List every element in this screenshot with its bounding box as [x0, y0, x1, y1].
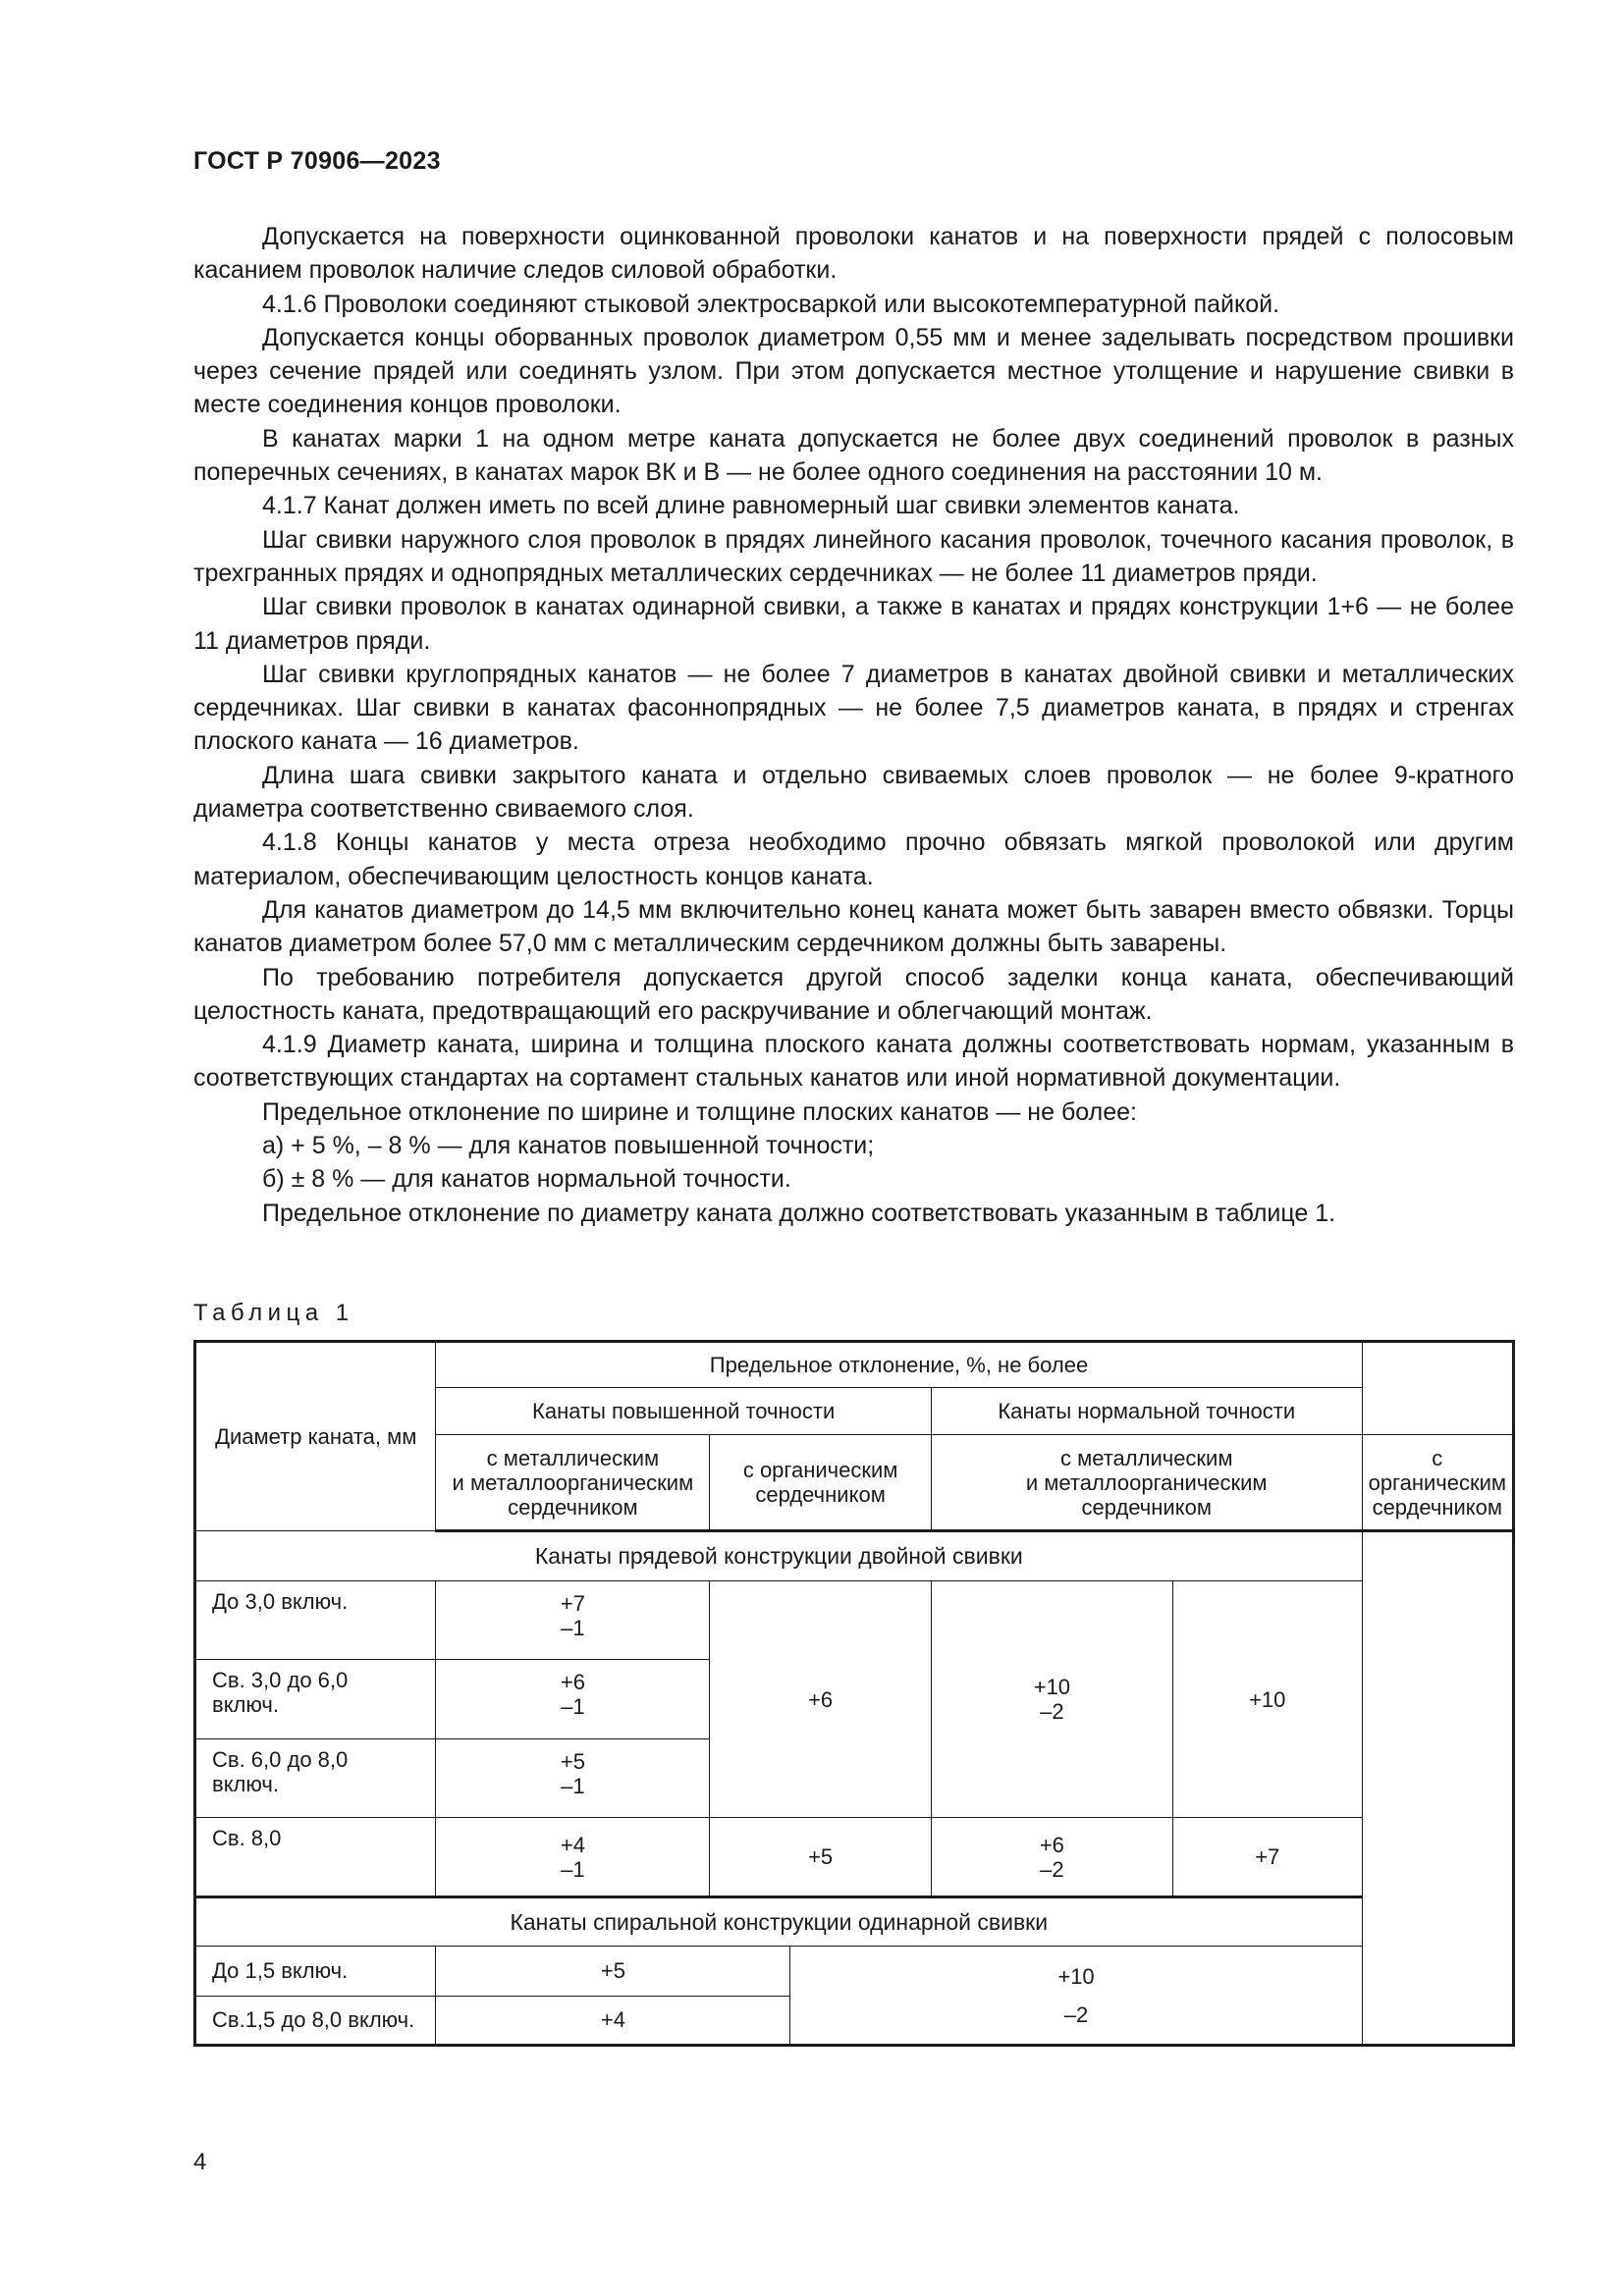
deviation-cell: +6 –1: [436, 1660, 710, 1739]
paragraph: Шаг свивки наружного слоя проволок в прядях линейного касания проволок, точечного касания проволок, в трехгранных прядях и однопрядных металлических сердечниках — не более 11 диаметров пряди.: [193, 525, 1514, 587]
header-metal-core: с металлическим и металлоорганическим сердечником: [931, 1434, 1362, 1531]
deviation-table: [193, 1340, 1515, 2047]
header-organic-core: с органическим сердечником: [1362, 1434, 1513, 1531]
paragraph: Допускается на поверхности оцинкованной проволоки канатов и на поверхности прядей с полосовым касанием проволок наличие следов силовой обработки.: [193, 223, 1514, 285]
deviation-cell: +10: [1172, 1580, 1362, 1818]
diameter-cell: Св.1,5 до 8,0 включ.: [195, 1996, 436, 2045]
list-item: б) ± 8 % — для канатов нормальной точности.: [262, 1165, 791, 1194]
header-increased-precision: Канаты повышенной точности: [436, 1388, 931, 1434]
paragraph: Предельное отклонение по ширине и толщине плоских канатов — не более:: [262, 1097, 1137, 1126]
deviation-cell: +6: [710, 1580, 932, 1818]
deviation-cell: +7: [1172, 1818, 1362, 1897]
diameter-cell: Св. 6,0 до 8,0 включ.: [195, 1738, 436, 1818]
paragraph: 4.1.8 Концы канатов у места отреза необходимо прочно обвязать мягкой проволокой или другим материалом, обеспечивающим целостность концов каната.: [193, 828, 1514, 890]
paragraph: Шаг свивки круглопрядных канатов — не более 7 диаметров в канатах двойной свивки и металлических сердечниках. Шаг свивки в канатах фасоннопрядных — не более 7,5 диаметров каната, в прядях и стренгах плоского каната — 16 диаметров.: [193, 660, 1514, 756]
deviation-cell: +5: [710, 1818, 932, 1897]
deviation-cell: +5: [436, 1947, 790, 1996]
body-text: [193, 220, 1514, 1230]
diameter-cell: Св. 3,0 до 6,0 включ.: [195, 1660, 436, 1739]
list-item: а) + 5 %, – 8 % — для канатов повышенной точности;: [262, 1132, 875, 1160]
deviation-cell: +4: [436, 1996, 790, 2045]
deviation-cell: +10 –2: [790, 1947, 1362, 2046]
diameter-cell: До 3,0 включ.: [195, 1580, 436, 1660]
paragraph: 4.1.9 Диаметр каната, ширина и толщина плоского каната должны соответствовать нормам, указанным в соответствующих стандартах на сортамент стальных канатов или иной нормативной документации.: [193, 1031, 1514, 1093]
header-organic-core: с органическим сердечником: [710, 1434, 932, 1531]
paragraph: Для канатов диаметром до 14,5 мм включительно конец каната может быть заварен вместо обвязки. Торцы канатов диаметром более 57,0 мм с металлическим сердечником должны быть заварены.: [193, 895, 1514, 958]
paragraph: 4.1.6 Проволоки соединяют стыковой электросваркой или высокотемпературной пайкой.: [262, 290, 1280, 318]
deviation-cell: +4 –1: [436, 1818, 710, 1897]
paragraph: По требованию потребителя допускается другой способ заделки конца каната, обеспечивающий целостность каната, предотвращающий его раскручивание и облегчающий монтаж.: [193, 963, 1514, 1025]
table-caption: Таблица 1: [193, 1300, 354, 1326]
deviation-cell: +7 –1: [436, 1580, 710, 1660]
deviation-cell: +10 –2: [931, 1580, 1172, 1818]
header-diameter: Диаметр каната, мм: [195, 1342, 436, 1531]
paragraph: Допускается концы оборванных проволок диаметром 0,55 мм и менее заделывать посредством прошивки через сечение прядей или соединять узлом. При этом допускается местное утолщение и нарушение свивки в месте соединения концов проволоки.: [193, 323, 1514, 419]
deviation-cell: +5 –1: [436, 1738, 710, 1818]
paragraph: 4.1.7 Канат должен иметь по всей длине равномерный шаг свивки элементов каната.: [262, 492, 1240, 520]
standard-header: ГОСТ Р 70906—2023: [193, 147, 441, 175]
diameter-cell: Св. 8,0: [195, 1818, 436, 1897]
paragraph: Шаг свивки проволок в канатах одинарной свивки, а также в канатах и прядях конструкции 1+6 — не более 11 диаметров пряди.: [193, 593, 1514, 655]
deviation-cell: +6 –2: [931, 1818, 1172, 1897]
header-normal-precision: Канаты нормальной точности: [931, 1388, 1362, 1434]
paragraph: Длина шага свивки закрытого каната и отдельно свиваемых слоев проволок — не более 9-кратного диаметра соответственно свиваемого слоя.: [193, 761, 1514, 824]
paragraph: В канатах марки 1 на одном метре каната допускается не более двух соединений проволок в разных поперечных сечениях, в канатах марок ВК и В — не более одного соединения на расстоянии 10 м.: [193, 424, 1514, 487]
header-deviation: Предельное отклонение, %, не более: [436, 1342, 1362, 1388]
paragraph: Предельное отклонение по диаметру каната должно соответствовать указанным в таблице 1.: [262, 1199, 1336, 1227]
diameter-cell: До 1,5 включ.: [195, 1947, 436, 1996]
section-heading: Канаты прядевой конструкции двойной свивки: [195, 1531, 1363, 1580]
header-metal-core: с металлическим и металлоорганическим сердечником: [436, 1434, 710, 1531]
section-heading: Канаты спиральной конструкции одинарной свивки: [195, 1896, 1363, 1946]
page-number: 4: [193, 2149, 207, 2175]
